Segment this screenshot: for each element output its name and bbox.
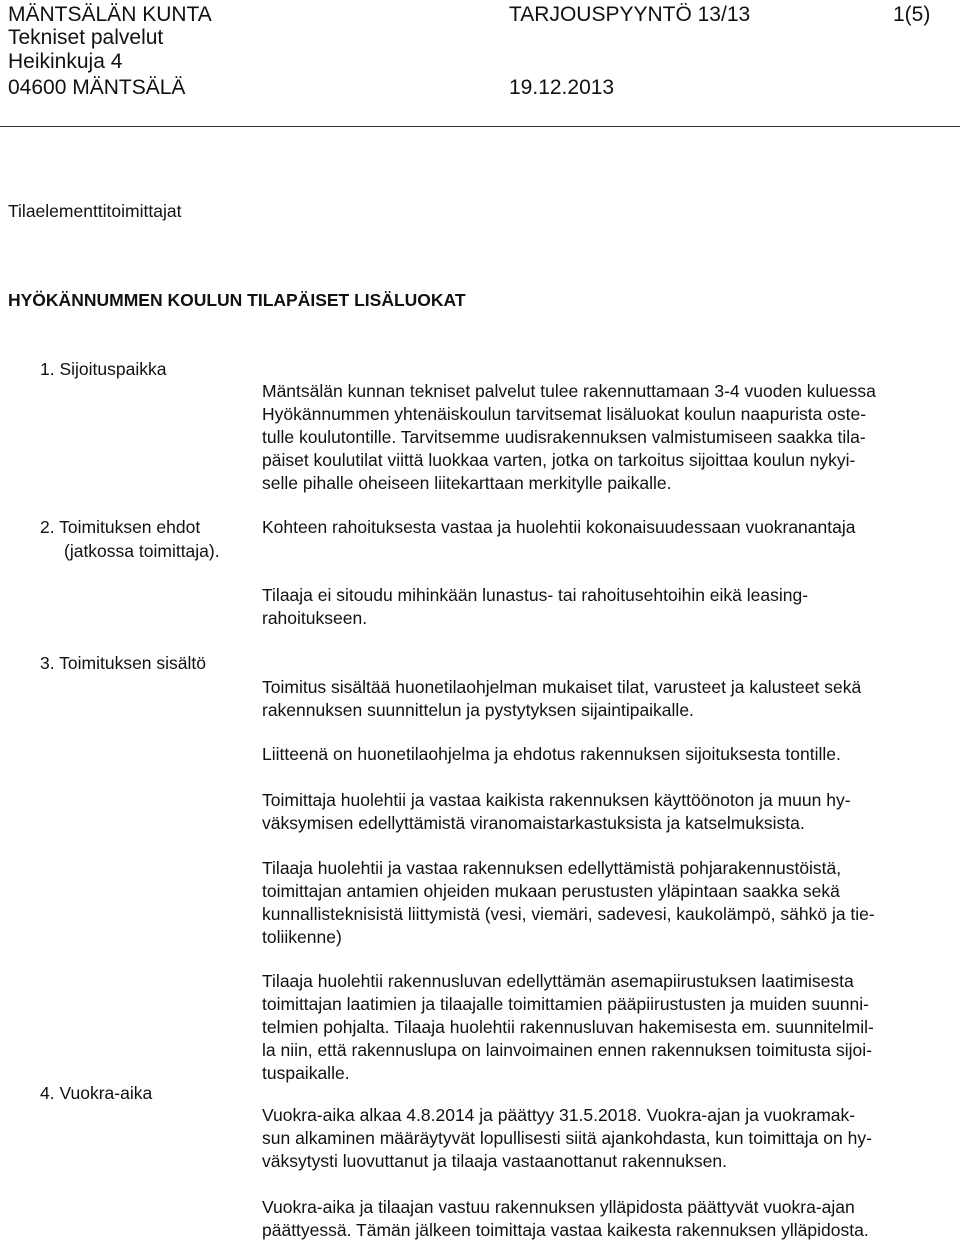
paragraph: Vuokra-aika ja tilaajan vastuu rakennuksen ylläpidosta päättyvät vuokra-ajan päättyessä. Tämän jälkeen toimittaja vastaa kaikesta rakennuksen ylläpidosta. bbox=[262, 1197, 869, 1240]
paragraph: Toimitus sisältää huonetilaohjelman mukaiset tilat, varusteet ja kalusteet sekä rakennuksen suunnittelun ja pystytyksen sijaintipaikalle. bbox=[262, 677, 862, 720]
header-divider bbox=[0, 126, 960, 127]
section-label-4: 4. Vuokra-aika bbox=[40, 1083, 153, 1103]
section-label-2: 2. Toimituksen ehdot bbox=[40, 517, 201, 537]
paragraph: Tilaaja huolehtii rakennusluvan edellyttämän asemapiirustuksen laatimisesta toimittajan laatimien ja tilaajalle toimittamien pääpiirustusten ja muiden suunni- telmien pohjalta. Tilaaja huolehtii rakennusluvan hakemisesta em. suunnitelmil- la niin, että rakennuslupa on lainvoimainen ennen rakennuksen toimitusta sijoi- tuspaikalle. bbox=[262, 971, 874, 1083]
section-label-2-cont: (jatkossa toimittaja). bbox=[64, 541, 220, 561]
doc-title: TARJOUSPYYNTÖ 13/13 bbox=[509, 3, 751, 26]
recipient: Tilaelementtitoimittajat bbox=[8, 201, 182, 221]
paragraph: Vuokra-aika alkaa 4.8.2014 ja päättyy 31.5.2018. Vuokra-ajan ja vuokramak- sun alkaminen määräytyvät lopullisesti siitä ajankohdasta, kun toimittaja on hy- väksytysti luovuttanut ja tilaaja vastaanottanut rakennuksen. bbox=[262, 1105, 872, 1171]
paragraph: Mäntsälän kunnan tekniset palvelut tulee rakennuttamaan 3-4 vuoden kuluessa Hyökännummen yhtenäiskoulun tarvitsemat lisäluokat koulun naapurista oste- tulle koulutontille. Tarvitsemme uudisrakennuksen valmistumiseen saakka tila- päiset koulutilat viittä luokkaa varten, jotka on tarkoitus sijoittaa koulun nykyi- selle pihalle oheiseen liitekarttaan merkitylle paikalle. bbox=[262, 381, 876, 493]
paragraph: Liitteenä on huonetilaohjelma ja ehdotus rakennuksen sijoituksesta tontille. bbox=[262, 744, 841, 764]
section-label-1: 1. Sijoituspaikka bbox=[40, 359, 167, 379]
paragraph: Kohteen rahoituksesta vastaa ja huolehtii kokonaisuudessaan vuokranantaja bbox=[262, 517, 856, 537]
section-label-3: 3. Toimituksen sisältö bbox=[40, 653, 207, 673]
paragraph: Tilaaja huolehtii ja vastaa rakennuksen edellyttämistä pohjarakennustöistä, toimittajan antamien ohjeiden mukaan perustusten yläpintaan saakka sekä kunnallisteknisistä liittymistä (vesi, viemäri, sadevesi, kaukolämpö, sähkö ja tie- toliikenne) bbox=[262, 858, 875, 947]
doc-date: 19.12.2013 bbox=[509, 76, 615, 99]
page-title: HYÖKÄNNUMMEN KOULUN TILAPÄISET LISÄLUOKAT bbox=[8, 290, 466, 310]
page-number: 1(5) bbox=[893, 3, 931, 26]
paragraph: Tilaaja ei sitoudu mihinkään lunastus- tai rahoitusehtoihin eikä leasing- rahoitukseen. bbox=[262, 585, 809, 628]
department: Tekniset palvelut bbox=[8, 26, 164, 49]
city-address: 04600 MÄNTSÄLÄ bbox=[8, 76, 186, 99]
street-address: Heikinkuja 4 bbox=[8, 50, 123, 73]
paragraph: Toimittaja huolehtii ja vastaa kaikista rakennuksen käyttöönoton ja muun hy- väksymisen edellyttämistä viranomaistarkastuksista ja katselmuksista. bbox=[262, 790, 851, 833]
org-name: MÄNTSÄLÄN KUNTA bbox=[8, 3, 212, 26]
